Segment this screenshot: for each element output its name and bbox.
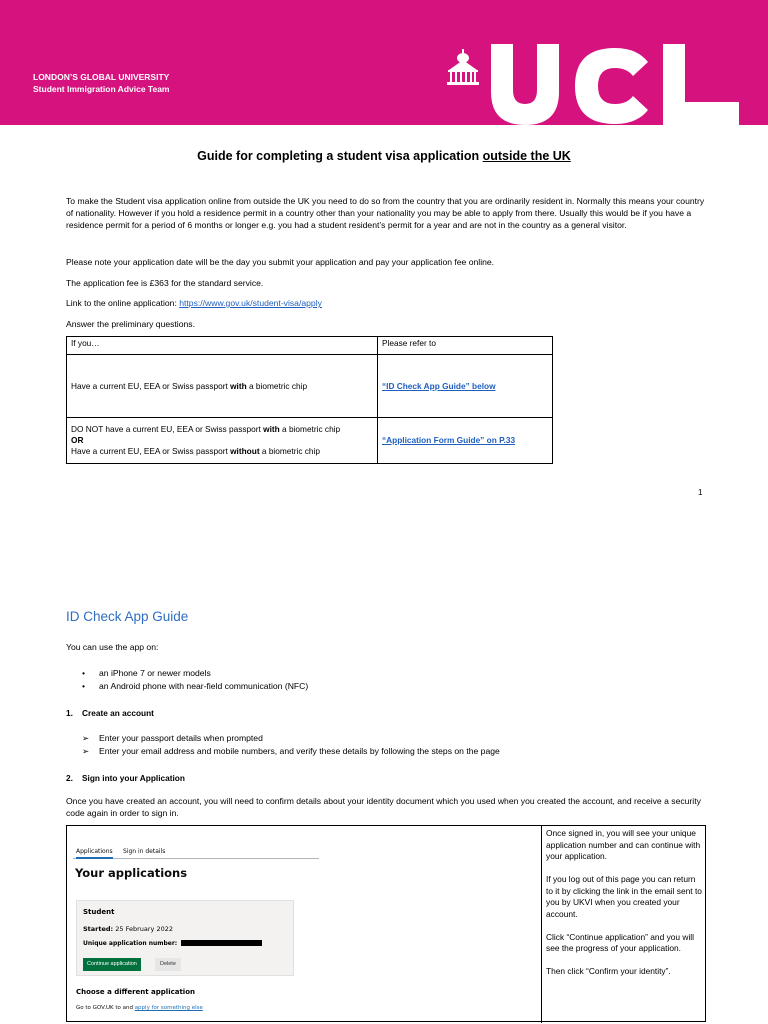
portico-icon: [447, 49, 479, 85]
app-intro: You can use the app on:: [66, 642, 159, 652]
table-header-cell: If you…: [67, 337, 378, 355]
tagline-line-1: LONDON’S GLOBAL UNIVERSITY: [33, 72, 170, 82]
card-title: Student: [83, 908, 115, 916]
apply-else-link[interactable]: apply for something else: [134, 1005, 203, 1011]
started-line: [83, 925, 173, 933]
table-header-cell: Please refer to: [378, 337, 553, 355]
cell-emphasis: OR: [71, 435, 84, 445]
step-number: 2.: [66, 773, 73, 783]
cell-text: DO NOT have a current EU, EEA or Swiss passport: [71, 424, 264, 434]
cell-emphasis: with: [263, 424, 280, 434]
cell-line: [71, 424, 373, 435]
title-main: Guide for completing a student visa application: [197, 149, 483, 163]
application-number-label: Unique application number:: [83, 940, 178, 947]
step-number: 1.: [66, 708, 73, 718]
list-item-text: an Android phone with near-field communication (NFC): [99, 681, 309, 691]
step-1-heading: [66, 708, 154, 718]
application-card: [76, 900, 294, 976]
link-prefix: Link to the online application:: [66, 298, 180, 308]
id-check-guide-link[interactable]: “ID Check App Guide” below: [382, 380, 496, 391]
mock-tab-bar: [73, 842, 319, 859]
mock-heading: Your applications: [75, 866, 188, 880]
table-header-row: [67, 337, 553, 355]
note: Click “Continue application” and you will see the progress of your application.: [546, 931, 695, 953]
reference-table: [66, 336, 553, 464]
application-date-note: Please note your application date will be the day you submit your application and pay your application fee online.: [66, 257, 495, 267]
cell-text: a biometric chip: [246, 380, 308, 391]
cell-text: a biometric chip: [259, 446, 321, 456]
cell-emphasis: without: [230, 446, 260, 456]
cell-text: a biometric chip: [279, 424, 341, 434]
cell-text: Have a current EU, EEA or Swiss passport: [71, 380, 231, 391]
table-cell: [67, 355, 378, 418]
link-line: [66, 297, 706, 309]
step-2-heading: [66, 773, 185, 783]
header-banner: [0, 0, 768, 125]
cell-line: [71, 446, 373, 457]
list-item-text: an iPhone 7 or newer models: [99, 668, 211, 678]
arrow-bullet-icon: ➢: [82, 733, 90, 743]
started-label: Started:: [83, 925, 114, 933]
list-item: [82, 745, 500, 758]
column-divider: [541, 826, 542, 1023]
started-value: 25 February 2022: [115, 925, 173, 933]
list-item-text: Enter your passport details when prompted: [99, 733, 263, 743]
continue-application-button[interactable]: Continue application: [83, 958, 141, 971]
title-underlined: outside the UK: [482, 149, 571, 163]
list-item: [82, 732, 500, 745]
table-cell: [67, 418, 378, 464]
bullet-icon: •: [82, 668, 86, 678]
applications-screenshot: [73, 836, 319, 1016]
step-title: Create an account: [82, 708, 154, 718]
arrow-bullet-icon: ➢: [82, 746, 90, 756]
table-cell: [378, 418, 553, 464]
note: Once signed in, you will see your unique application number and can continue with your application.: [546, 828, 701, 861]
intro-paragraph: To make the Student visa application online from outside the UK you need to do so from the country that you are ordinarily resident in. Normally this means your country of nationality. However if you hold a residence permit in a country other than your nationality you may be able to apply from there. Usually this would be if you have a residence permit for a period of 6 months or longer e.g. you had a student resident’s permit for a year and are not in the country as a general visitor.: [66, 196, 705, 231]
account-steps: [82, 732, 500, 758]
choose-heading: Choose a different application: [76, 988, 195, 996]
table-row: [67, 355, 553, 418]
screenshot-table: [66, 825, 706, 1022]
cell-or: [71, 435, 373, 446]
ucl-logo: [443, 44, 743, 125]
sign-in-paragraph: Once you have created an account, you will need to confirm details about your identity document which you used when you created the account, and receive a security code again in order to sign in.: [66, 796, 701, 819]
fee-note: The application fee is £363 for the standard service.: [66, 278, 264, 288]
table-cell: [378, 355, 553, 418]
preliminary-note: Answer the preliminary questions.: [66, 319, 195, 329]
note: Then click “Confirm your identity”.: [546, 966, 671, 976]
notes-column: [546, 828, 704, 989]
note: If you log out of this page you can return to it by clicking the link in the email sent to you by UKVI when you created your account.: [546, 874, 702, 919]
tagline-line-2: Student Immigration Advice Team: [33, 84, 170, 94]
section-heading: ID Check App Guide: [66, 609, 189, 624]
delete-button[interactable]: Delete: [155, 958, 181, 971]
application-form-guide-link[interactable]: “Application Form Guide” on P.33: [382, 435, 516, 445]
ucl-wordmark: [491, 44, 739, 125]
cell-emphasis: with: [230, 380, 247, 391]
mock-footer: [76, 1005, 203, 1011]
apply-link[interactable]: https://www.gov.uk/student-visa/apply: [179, 298, 322, 308]
bullet-icon: •: [82, 681, 86, 691]
footer-text: Go to GOV.UK to and: [76, 1005, 135, 1011]
list-item: [82, 667, 308, 680]
table-row: [67, 418, 553, 464]
tab-applications[interactable]: Applications: [76, 848, 113, 859]
list-item: [82, 680, 308, 693]
page-number: 1: [698, 488, 703, 497]
banner-tagline: [33, 71, 170, 95]
page-title: [0, 149, 768, 163]
cell-text: Have a current EU, EEA or Swiss passport: [71, 446, 231, 456]
list-item-text: Enter your email address and mobile numbers, and verify these details by following the steps on the page: [99, 746, 500, 756]
redacted-number: [181, 940, 262, 946]
device-list: [82, 667, 308, 693]
tab-sign-in-details[interactable]: Sign in details: [123, 848, 166, 855]
step-title: Sign into your Application: [82, 773, 185, 783]
